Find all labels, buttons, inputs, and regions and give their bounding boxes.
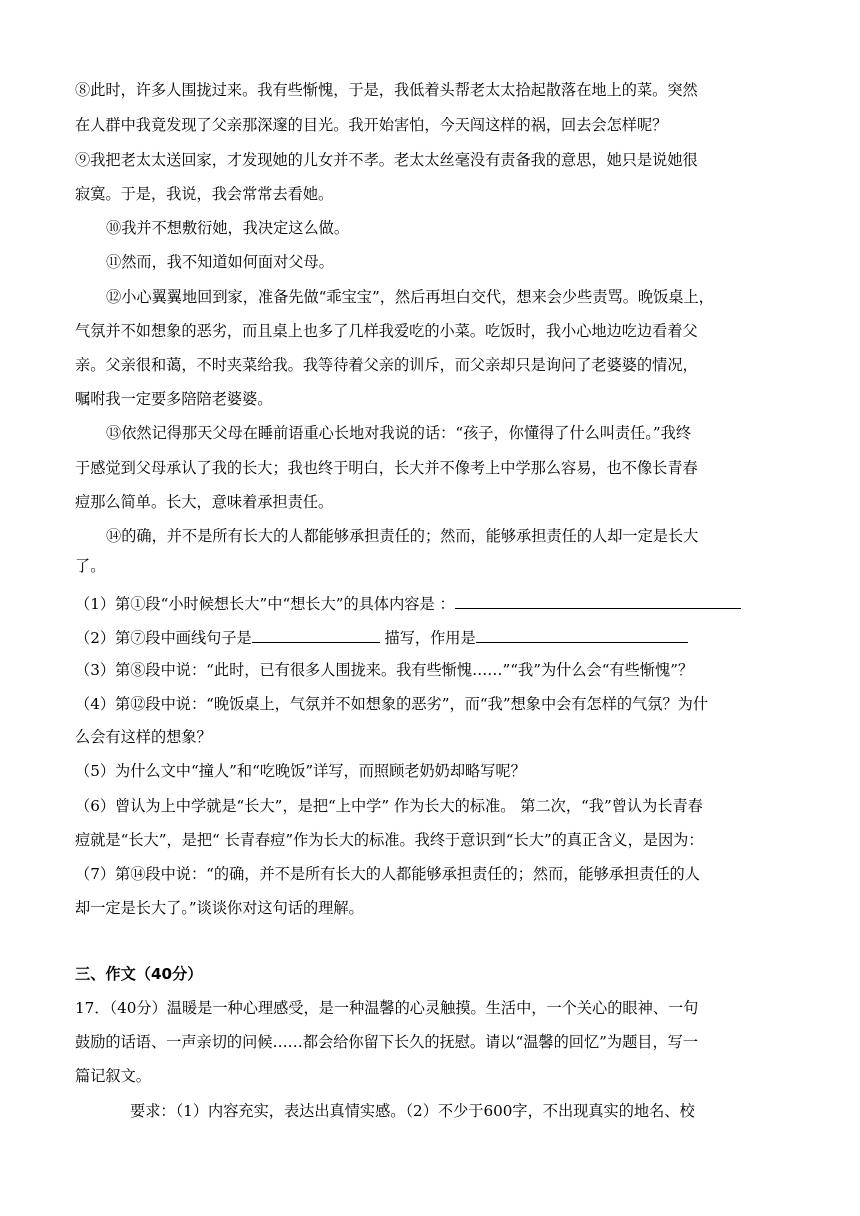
essay-prompt-line-3: 篇记叙文。 xyxy=(75,1067,151,1085)
answer-blank-2b[interactable] xyxy=(476,626,688,643)
paragraph-9-line-2: 寂寞。于是，我说，我会常常去看她。 xyxy=(75,185,334,203)
paragraph-11: ⑪然而，我不知道如何面对父母。 xyxy=(106,253,334,271)
essay-requirements: 要求：（1）内容充实，表达出真情实感。（2）不少于600字，不出现真实的地名、校 xyxy=(130,1102,695,1120)
answer-blank-1[interactable] xyxy=(455,592,741,609)
paragraph-14-line-2: 了。 xyxy=(75,557,106,575)
question-6-line-1: （6）曾认为上中学就是“长大”，是把“上中学” 作为长大的标准。 第二次，“我”曾认为长青春 xyxy=(75,797,703,815)
paragraph-12-line-2: 气氛并不如想象的恶劣，而且桌上也多了几样我爱吃的小菜。吃饭时，我小心地边吃边看着父 xyxy=(75,322,698,340)
paragraph-12-line-1: ⑫小心翼翼地回到家，准备先做“乖宝宝”，然后再坦白交代，想来会少些责骂。晚饭桌上， xyxy=(106,288,714,306)
essay-prompt-line-2: 鼓励的话语、一声亲切的问候……都会给你留下长久的抚慰。请以“温馨的回忆”为题目，写一 xyxy=(75,1033,699,1051)
paragraph-14-line-1: ⑭的确，并不是所有长大的人都能够承担责任的；然而，能够承担责任的人却一定是长大 xyxy=(106,527,699,545)
paragraph-9-line-1: ⑨我把老太太送回家，才发现她的儿女并不孝。老太太丝毫没有责备我的意思，她只是说她很 xyxy=(75,151,698,169)
question-4-line-1: （4）第⑫段中说：“晚饭桌上，气氛并不如想象的恶劣”，而“我”想象中会有怎样的气氛？为什 xyxy=(75,695,709,713)
question-5: （5）为什么文中“撞人”和“吃晚饭”详写，而照顾老奶奶却略写呢？ xyxy=(75,762,526,780)
paragraph-12-line-4: 嘱咐我一定要多陪陪老婆婆。 xyxy=(75,390,273,408)
paragraph-8-line-2: 在人群中我竟发现了父亲那深邃的目光。我开始害怕，今天闯这样的祸，回去会怎样呢？ xyxy=(75,116,668,134)
paragraph-13-line-3: 痘那么简单。长大，意味着承担责任。 xyxy=(75,493,334,511)
question-3: （3）第⑧段中说：“此时，已有很多人围拢来。我有些惭愧……”“我”为什么会“有些惭愧”？ xyxy=(75,661,694,679)
question-1-text: （1）第①段“小时候想长大”中“想长大”的具体内容是 ： xyxy=(75,595,455,613)
paragraph-12-line-3: 亲。父亲很和蔼，不时夹菜给我。我等待着父亲的训斥，而父亲却只是询问了老婆婆的情况， xyxy=(75,356,698,374)
essay-prompt-line-1: 17．（40分）温暖是一种心理感受，是一种温馨的心灵触摸。生活中，一个关心的眼神、一句 xyxy=(75,999,699,1017)
answer-blank-2a[interactable] xyxy=(252,626,380,643)
question-2-text-a: （2）第⑦段中画线句子是 xyxy=(75,629,252,647)
section-3-heading: 三、作文（40分） xyxy=(75,965,203,983)
paragraph-13-line-2: 于感觉到父母承认了我的长大；我也终于明白，长大并不像考上中学那么容易，也不像长青春 xyxy=(75,459,698,477)
paragraph-10: ⑩我并不想敷衍她，我决定这么做。 xyxy=(106,219,349,237)
question-6-line-2: 痘就是“长大”，是把“ 长青春痘”作为长大的标准。我终于意识到“长大”的真正含义，是因为： xyxy=(75,831,704,849)
paragraph-8-line-1: ⑧此时，许多人围拢过来。我有些惭愧，于是，我低着头帮老太太拾起散落在地上的菜。突然 xyxy=(75,81,698,99)
paragraph-13-line-1: ⑬依然记得那天父母在睡前语重心长地对我说的话：“孩子，你懂得了什么叫责任。”我终 xyxy=(106,424,692,442)
question-7-line-1: （7）第⑭段中说：“的确，并不是所有长大的人都能够承担责任的；然而，能够承担责任的人 xyxy=(75,865,700,883)
question-2 xyxy=(75,626,688,648)
question-7-line-2: 却一定是长大了。”谈谈你对这句话的理解。 xyxy=(75,899,364,917)
question-4-line-2: 么会有这样的想象？ xyxy=(75,728,212,746)
question-2-text-b: 描写，作用是 xyxy=(379,629,476,647)
question-1 xyxy=(75,592,741,614)
